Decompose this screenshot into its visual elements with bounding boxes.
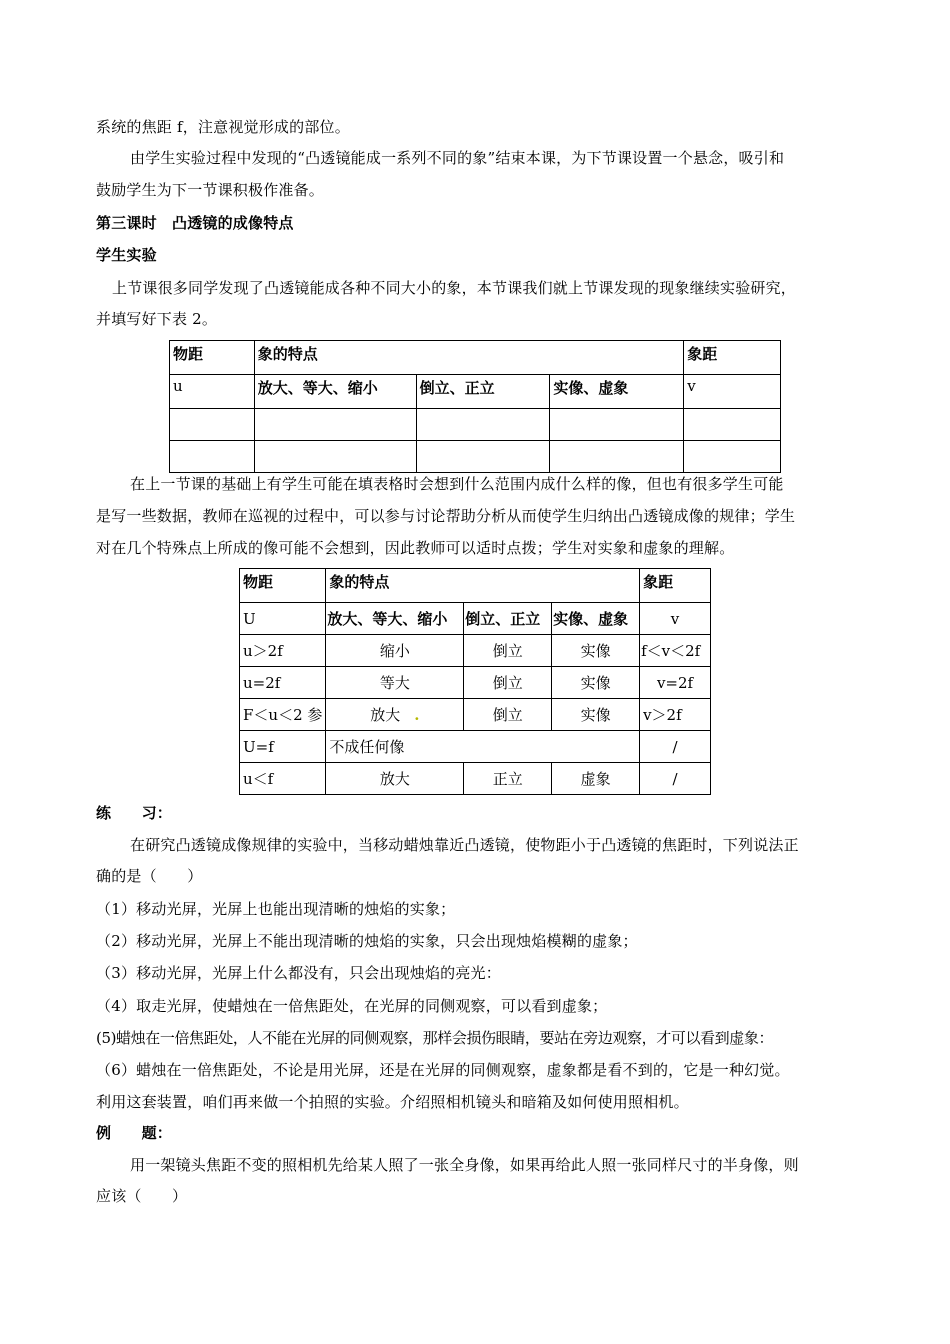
t2-cell-v: / xyxy=(640,731,711,763)
experiment-line-1: 上节课很多同学发现了凸透镜能成各种不同大小的象，本节课我们就上节课发现的现象继续实验研究， xyxy=(112,279,797,297)
t2-header-features: 象的特点 xyxy=(326,569,640,603)
example-line-2: 应该（ ） xyxy=(96,1187,188,1205)
t1-sub-orientation: 倒立、正立 xyxy=(416,375,550,409)
t2-cell-size: 放大 xyxy=(370,706,401,724)
t2-cell-orientation: 倒立 xyxy=(464,699,552,731)
table-row xyxy=(240,635,711,667)
t2-cell-type: 实像 xyxy=(552,699,640,731)
lesson-title: 第三课时 凸透镜的成像特点 xyxy=(96,214,294,232)
t1-header-distance: 物距 xyxy=(170,341,255,375)
example-heading: 例 题： xyxy=(96,1124,173,1142)
table-row xyxy=(240,667,711,699)
experiment-line-2: 并填写好下表 2。 xyxy=(96,310,218,328)
t2-cell-merged: 不成任何像 xyxy=(326,731,640,763)
middle-line-2: 是写一些数据，教师在巡视的过程中，可以参与讨论帮助分析从而使学生归纳出凸透镜成像的规律；学生 xyxy=(96,507,796,525)
t2-cell-type: 虚象 xyxy=(552,763,640,795)
t2-cell-orientation: 倒立 xyxy=(464,635,552,667)
t2-cell-u: F＜u＜2 参 xyxy=(240,699,326,731)
stray-mark: . xyxy=(414,706,420,724)
t2-cell-u: u＞2f xyxy=(240,635,326,667)
practice-option-6: （6）蜡烛在一倍焦距处，不论是用光屏，还是在光屏的同侧观察，虚象都是看不到的，它是一种幻觉。 xyxy=(96,1061,790,1079)
t1-sub-u: u xyxy=(170,375,255,409)
t2-cell-u: U=f xyxy=(240,731,326,763)
t1-empty-row xyxy=(170,441,781,473)
intro-line-1: 系统的焦距 f，注意视觉形成的部位。 xyxy=(96,118,350,136)
t1-sub-v: v xyxy=(684,375,781,409)
intro-line-3: 鼓励学生为下一节课积极作准备。 xyxy=(96,181,325,199)
practice-option-3: （3）移动光屏，光屏上什么都没有，只会出现烛焰的亮光： xyxy=(96,964,501,982)
table-1 xyxy=(169,340,781,473)
practice-heading: 练 习： xyxy=(96,804,173,822)
t2-cell-u: u＜f xyxy=(240,763,326,795)
t2-cell-type: 实像 xyxy=(552,635,640,667)
t1-sub-type: 实像、虚象 xyxy=(550,375,684,409)
t2-sub-orientation: 倒立、正立 xyxy=(464,603,552,635)
t1-header-features: 象的特点 xyxy=(254,341,683,375)
t2-header-distance: 物距 xyxy=(240,569,326,603)
practice-question-line-2: 确的是（ ） xyxy=(96,867,203,885)
practice-question-line-1: 在研究凸透镜成像规律的实验中，当移动蜡烛靠近凸透镜，使物距小于凸透镜的焦距时，下列说法正 xyxy=(130,836,799,854)
practice-option-4: （4）取走光屏，使蜡烛在一倍焦距处，在光屏的同侧观察，可以看到虚象； xyxy=(96,997,608,1015)
t2-cell-size: 缩小 xyxy=(326,635,464,667)
practice-after: 利用这套装置，咱们再来做一个拍照的实验。介绍照相机镜头和暗箱及如何使用照相机。 xyxy=(96,1093,689,1111)
t2-sub-type: 实像、虚象 xyxy=(552,603,640,635)
t2-cell-u: u=2f xyxy=(240,667,326,699)
t1-header-image-distance: 象距 xyxy=(684,341,781,375)
t2-cell-v: v=2f xyxy=(640,667,711,699)
t2-cell-v: / xyxy=(640,763,711,795)
t1-sub-size: 放大、等大、缩小 xyxy=(254,375,416,409)
t2-cell-v: v＞2f xyxy=(640,699,711,731)
t2-sub-v: v xyxy=(640,603,711,635)
t2-cell-size: 等大 xyxy=(326,667,464,699)
section-experiment: 学生实验 xyxy=(96,246,157,264)
table-row xyxy=(240,731,711,763)
practice-option-5: (5)蜡烛在一倍焦距处，人不能在光屏的同侧观察，那样会损伤眼睛，要站在旁边观察，才可以看到虚象： xyxy=(96,1029,774,1047)
practice-option-2: （2）移动光屏，光屏上不能出现清晰的烛焰的实象，只会出现烛焰模糊的虚象； xyxy=(96,932,638,950)
table-2 xyxy=(239,568,711,795)
t2-cell-size-wrapper xyxy=(326,699,464,731)
table-row xyxy=(240,699,711,731)
t1-empty-row xyxy=(170,409,781,441)
t2-cell-orientation: 倒立 xyxy=(464,667,552,699)
t2-sub-size: 放大、等大、缩小 xyxy=(326,603,464,635)
t2-cell-v: f＜v＜2f xyxy=(640,635,711,667)
t2-sub-u: U xyxy=(240,603,326,635)
t2-header-image-distance: 象距 xyxy=(640,569,711,603)
middle-line-3: 对在几个特殊点上所成的像可能不会想到，因此教师可以适时点拨；学生对实象和虚象的理解。 xyxy=(96,539,735,557)
t2-cell-orientation: 正立 xyxy=(464,763,552,795)
t2-cell-type: 实像 xyxy=(552,667,640,699)
practice-option-1: （1）移动光屏，光屏上也能出现清晰的烛焰的实象； xyxy=(96,900,456,918)
table-row xyxy=(240,763,711,795)
t2-cell-size: 放大 xyxy=(326,763,464,795)
middle-line-1: 在上一节课的基础上有学生可能在填表格时会想到什么范围内成什么样的像，但也有很多学生可能 xyxy=(130,475,784,493)
example-line-1: 用一架镜头焦距不变的照相机先给某人照了一张全身像，如果再给此人照一张同样尺寸的半身像，则 xyxy=(130,1156,799,1174)
intro-line-2: 由学生实验过程中发现的“凸透镜能成一系列不同的象”结束本课，为下节课设置一个悬念，吸引和 xyxy=(130,149,785,167)
